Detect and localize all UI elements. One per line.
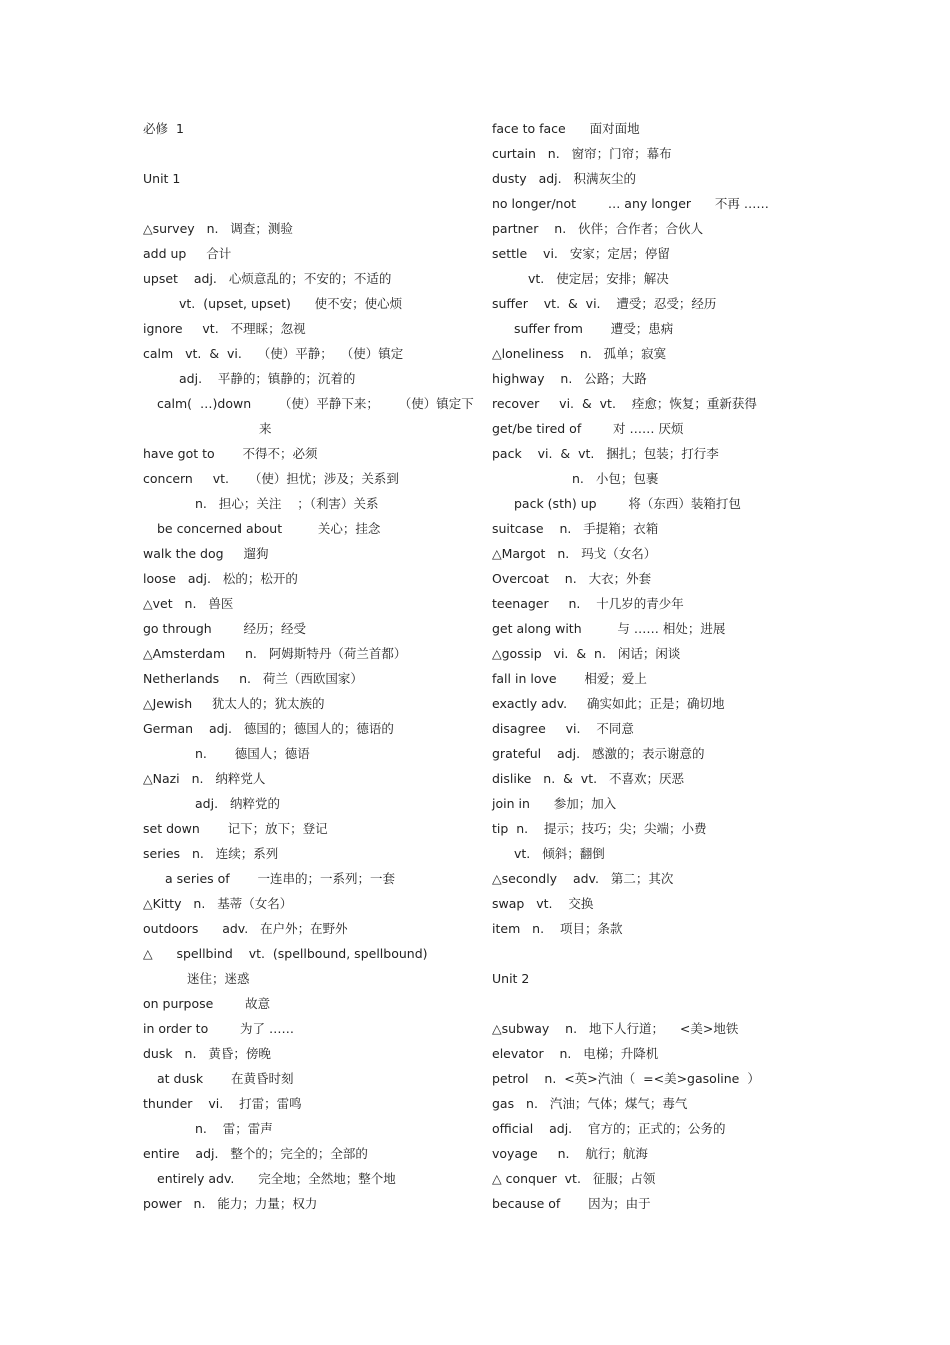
vocab-line: settle vi. 安家；定居；停留 [492, 246, 670, 261]
vocab-line: in order to 为了 …… [143, 1021, 294, 1036]
vocab-line: German adj. 德国的；德国人的；德语的 [143, 721, 394, 736]
vocab-line: adj. 平静的；镇静的；沉着的 [179, 371, 356, 386]
vocab-line: vt. 倾斜；翻倒 [514, 846, 605, 861]
vocab-line: pack vi. & vt. 捆扎；包装；打行李 [492, 446, 719, 461]
vocab-line: get/be tired of 对 …… 厌烦 [492, 421, 684, 436]
vocab-line: calm vt. & vi. （使）平静； （使）镇定 [143, 346, 404, 361]
vocab-line: △gossip vi. & n. 闲话；闲谈 [492, 646, 681, 661]
vocab-line: adj. 纳粹党的 [195, 796, 280, 811]
vocab-line: n. 担心；关注 ；（利害）关系 [195, 496, 379, 511]
vocab-line: a series of 一连串的；一系列；一套 [165, 871, 395, 886]
vocab-line: get along with 与 …… 相处；进展 [492, 621, 726, 636]
vocab-line: power n. 能力；力量；权力 [143, 1196, 318, 1211]
vocab-line: 来 [259, 421, 272, 436]
vocab-line: △ conquer vt. 征服；占领 [492, 1171, 656, 1186]
vocab-line: fall in love 相爱；爱上 [492, 671, 647, 686]
vocab-line: △subway n. 地下人行道； <美>地铁 [492, 1021, 739, 1036]
vocab-line: entire adj. 整个的；完全的；全部的 [143, 1146, 368, 1161]
vocab-line: Unit 2 [492, 971, 530, 986]
vocab-line: disagree vi. 不同意 [492, 721, 634, 736]
vocab-line: △Nazi n. 纳粹党人 [143, 771, 266, 786]
vocab-line: walk the dog 遛狗 [143, 546, 269, 561]
vocab-line: tip n. 提示；技巧；尖；尖端；小费 [492, 821, 707, 836]
vocab-line: official adj. 官方的；正式的；公务的 [492, 1121, 726, 1136]
vocab-line: have got to 不得不；必须 [143, 446, 318, 461]
right-column [492, 116, 792, 1216]
vocab-line: upset adj. 心烦意乱的；不安的；不适的 [143, 271, 392, 286]
vocab-line: curtain n. 窗帘；门帘；幕布 [492, 146, 672, 161]
vocab-line: Netherlands n. 荷兰（西欧国家） [143, 671, 363, 686]
vocab-line: set down 记下；放下；登记 [143, 821, 328, 836]
blank-line [492, 991, 792, 1016]
vocab-line: go through 经历；经受 [143, 621, 306, 636]
vocab-line: n. 雷；雷声 [195, 1121, 273, 1136]
vocab-line: 必修 1 [143, 121, 184, 136]
vocab-line: teenager n. 十几岁的青少年 [492, 596, 684, 611]
vocab-line: series n. 连续；系列 [143, 846, 279, 861]
vocab-line: vt. (upset, upset) 使不安；使心烦 [179, 296, 403, 311]
vocab-line: △Amsterdam n. 阿姆斯特丹（荷兰首都） [143, 646, 407, 661]
vocab-line: outdoors adv. 在户外；在野外 [143, 921, 348, 936]
vocab-line: be concerned about 关心；挂念 [157, 521, 381, 536]
vocab-line: recover vi. & vt. 痊愈；恢复；重新获得 [492, 396, 757, 411]
vocab-line: no longer/not … any longer 不再 …… [492, 196, 769, 211]
vocab-line: dusk n. 黄昏；傍晚 [143, 1046, 271, 1061]
vocab-line: concern vt. （使）担忧；涉及；关系到 [143, 471, 399, 486]
vocab-line: Overcoat n. 大衣；外套 [492, 571, 652, 586]
vocab-line: n. 德国人；德语 [195, 746, 310, 761]
vocab-line: join in 参加；加入 [492, 796, 617, 811]
vocab-line: add up 合计 [143, 246, 232, 261]
vocab-line: because of 因为；由于 [492, 1196, 651, 1211]
vocab-line: highway n. 公路；大路 [492, 371, 647, 386]
vocab-line: △ spellbind vt. (spellbound, spellbound) [143, 946, 428, 961]
vocab-line: face to face 面对面地 [492, 121, 640, 136]
vocab-line: elevator n. 电梯；升降机 [492, 1046, 659, 1061]
vocab-line: n. 小包；包裹 [572, 471, 659, 486]
vocab-line: vt. 使定居；安排；解决 [528, 271, 669, 286]
blank-line [143, 141, 463, 166]
vocab-line: Unit 1 [143, 171, 181, 186]
vocab-line: voyage n. 航行；航海 [492, 1146, 648, 1161]
vocab-line: △Margot n. 玛戈（女名） [492, 546, 657, 561]
vocab-line: suffer vt. & vi. 遭受；忍受；经历 [492, 296, 717, 311]
left-column [143, 116, 474, 1216]
vocab-line: swap vt. 交换 [492, 896, 594, 911]
vocab-line: pack (sth) up 将（东西）装箱打包 [514, 496, 741, 511]
vocab-line: item n. 项目；条款 [492, 921, 623, 936]
vocab-line: △Jewish 犹太人的；犹太族的 [143, 696, 325, 711]
vocab-line: suffer from 遭受；患病 [514, 321, 674, 336]
vocab-line: dusty adj. 积满灰尘的 [492, 171, 637, 186]
vocab-line: dislike n. & vt. 不喜欢；厌恶 [492, 771, 684, 786]
vocab-line: △vet n. 兽医 [143, 596, 234, 611]
vocab-line: partner n. 伙伴；合作者；合伙人 [492, 221, 704, 236]
vocab-line: at dusk 在黄昏时刻 [157, 1071, 294, 1086]
vocab-line: entirely adv. 完全地；全然地；整个地 [157, 1171, 396, 1186]
blank-line [492, 941, 792, 966]
vocab-line: grateful adj. 感激的；表示谢意的 [492, 746, 705, 761]
vocab-line: gas n. 汽油；气体；煤气；毒气 [492, 1096, 688, 1111]
vocab-line: △loneliness n. 孤单；寂寞 [492, 346, 667, 361]
vocab-line: on purpose 故意 [143, 996, 271, 1011]
vocab-line: petrol n. <英>汽油（ =<美>gasoline ） [492, 1071, 760, 1086]
vocab-line: calm( …)down （使）平静下来； （使）镇定下 [157, 396, 474, 411]
vocab-line: 迷住；迷惑 [187, 971, 250, 986]
vocab-line: ignore vt. 不理睬；忽视 [143, 321, 306, 336]
vocab-line: △Kitty n. 基蒂（女名） [143, 896, 293, 911]
vocab-line: △secondly adv. 第二；其次 [492, 871, 674, 886]
blank-line [143, 191, 463, 216]
vocab-line: loose adj. 松的；松开的 [143, 571, 298, 586]
vocab-line: △survey n. 调查；测验 [143, 221, 293, 236]
vocab-line: exactly adv. 确实如此；正是；确切地 [492, 696, 725, 711]
vocab-line: suitcase n. 手提箱；衣箱 [492, 521, 659, 536]
vocab-line: thunder vi. 打雷；雷鸣 [143, 1096, 302, 1111]
